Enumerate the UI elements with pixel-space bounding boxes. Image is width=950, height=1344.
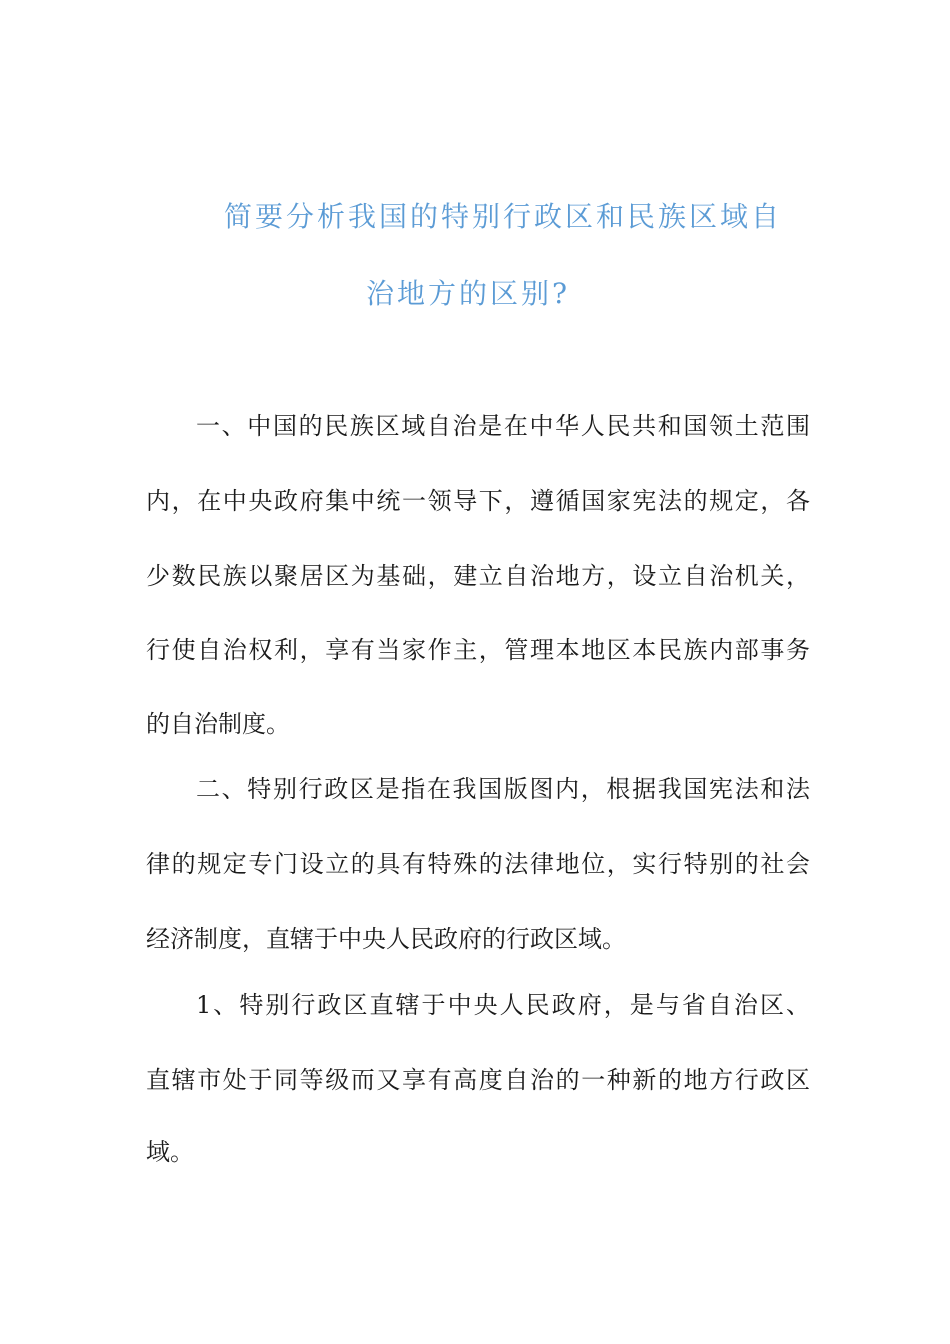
paragraph-1-line-5: 的自治制度。 bbox=[146, 710, 290, 738]
document-title-line-2: 治地方的区别? bbox=[366, 277, 571, 310]
paragraph-1-line-1: 一、中国的民族区域自治是在中华人民共和国领土范围 bbox=[196, 412, 810, 440]
paragraph-3-line-1: 1、特别行政区直辖于中央人民政府，是与省自治区、 bbox=[196, 991, 810, 1019]
paragraph-1-line-4: 行使自治权利，享有当家作主，管理本地区本民族内部事务 bbox=[146, 636, 810, 664]
paragraph-1-line-2: 内，在中央政府集中统一领导下，遵循国家宪法的规定，各 bbox=[146, 487, 810, 515]
paragraph-2-line-1: 二、特别行政区是指在我国版图内，根据我国宪法和法 bbox=[196, 775, 810, 803]
paragraph-2-line-2: 律的规定专门设立的具有特殊的法律地位，实行特别的社会 bbox=[146, 850, 810, 878]
paragraph-3-line-2: 直辖市处于同等级而又享有高度自治的一种新的地方行政区 bbox=[146, 1066, 810, 1094]
document-title-line-1: 简要分析我国的特别行政区和民族区域自 bbox=[224, 200, 783, 233]
paragraph-1-line-3: 少数民族以聚居区为基础，建立自治地方，设立自治机关， bbox=[146, 562, 810, 590]
paragraph-2-line-3: 经济制度，直辖于中央人民政府的行政区域。 bbox=[146, 925, 626, 953]
paragraph-3-line-3: 域。 bbox=[146, 1138, 194, 1166]
